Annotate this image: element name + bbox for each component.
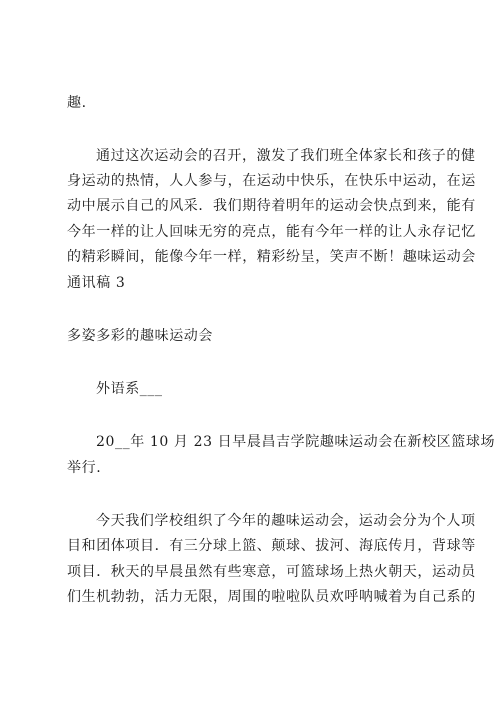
- text-line-5: 今年一样的让人回味无穷的亮点，能有今年一样的让人永存记忆: [67, 224, 476, 240]
- text-line-12: 今天我们学校组织了今年的趣味运动会，运动会分为个人项: [96, 513, 476, 529]
- text-line-15: 们生机勃勃，活力无限，周围的啦啦队员欢呼呐喊着为自己系的: [67, 589, 476, 605]
- text-line-4: 动中展示自己的风采．我们期待着明年的运动会快点到来，能有: [67, 198, 476, 214]
- text-line-14: 项目．秋天的早晨虽然有些寒意，可篮球场上热火朝天，运动员: [67, 564, 476, 580]
- text-line-7: 通讯稿 3: [67, 275, 126, 291]
- text-line-10: 20__年 10 月 23 日早晨昌吉学院趣味运动会在新校区篮球场: [96, 434, 496, 450]
- text-line-3: 身运动的热情，人人参与，在运动中快乐，在快乐中运动，在运: [67, 173, 476, 189]
- text-line-11: 举行.: [67, 460, 102, 476]
- section-title: 多姿多彩的趣味运动会: [67, 328, 213, 344]
- author-line: 外语系___: [96, 381, 163, 397]
- text-line-1: 趣.: [67, 95, 87, 111]
- text-line-13: 目和团体项目．有三分球上篮、颠球、拔河、海底传月，背球等: [67, 538, 476, 554]
- text-line-2: 通过这次运动会的召开，激发了我们班全体家长和孩子的健: [96, 148, 476, 164]
- text-line-6: 的精彩瞬间，能像今年一样，精彩纷呈，笑声不断！趣味运动会: [67, 249, 476, 265]
